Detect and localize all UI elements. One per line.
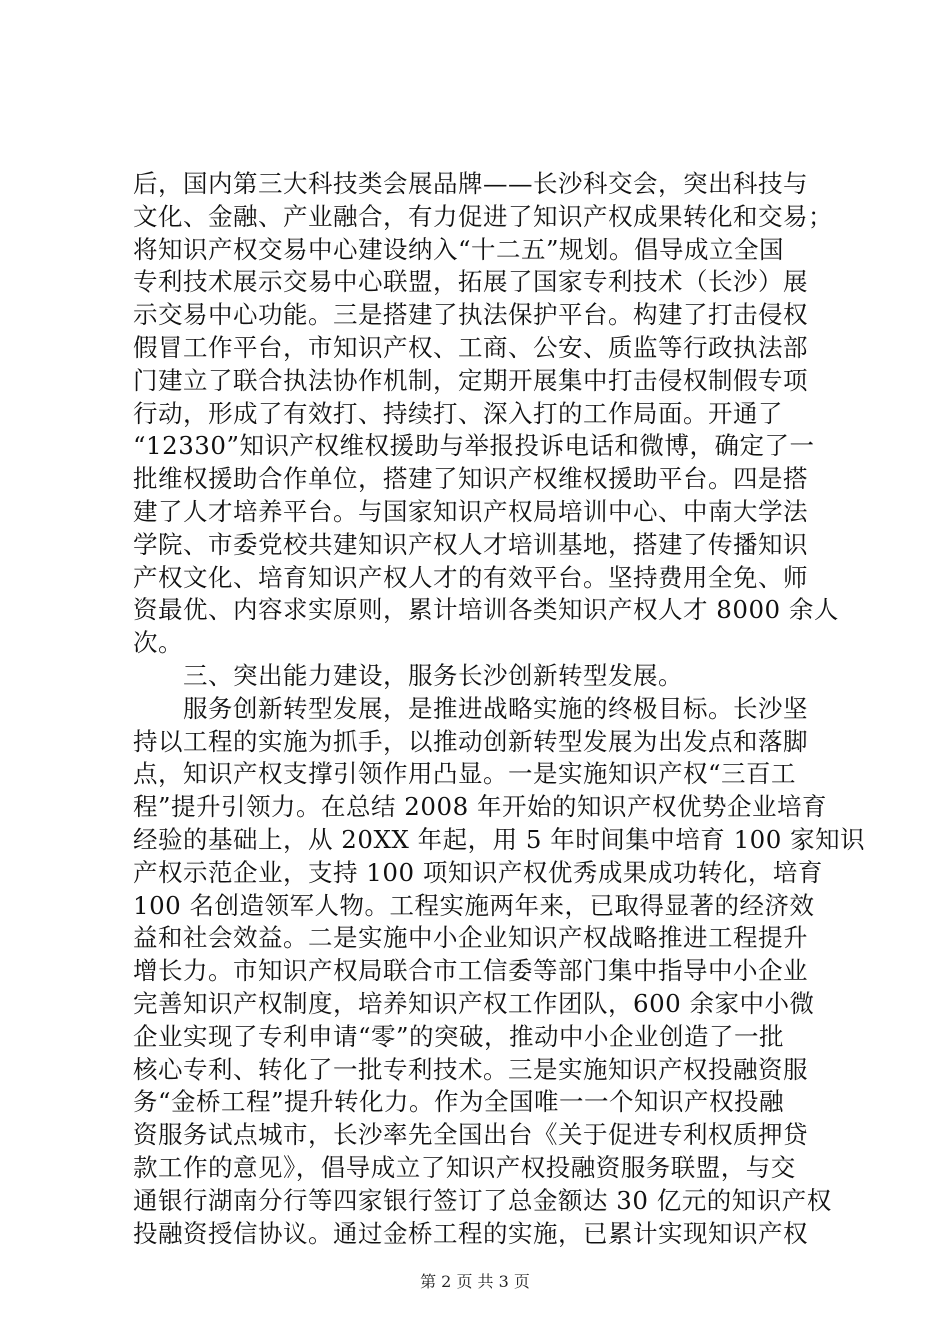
text-line: 增长力。市知识产权局联合市工信委等部门集中指导中小企业 bbox=[133, 956, 808, 986]
text-line: 门建立了联合执法协作机制，定期开展集中打击侵权制假专项 bbox=[133, 365, 808, 395]
text-line: 款工作的意见》，倡导成立了知识产权投融资服务联盟，与交 bbox=[133, 1152, 796, 1182]
text-line: 产权文化、培育知识产权人才的有效平台。坚持费用全免、师 bbox=[133, 562, 808, 592]
text-line: 专利技术展示交易中心联盟，拓展了国家专利技术（长沙）展 bbox=[133, 267, 808, 297]
text-line: 批维权援助合作单位，搭建了知识产权维权援助平台。四是搭 bbox=[133, 464, 808, 494]
text-line: 务“金桥工程”提升转化力。作为全国唯一一个知识产权投融 bbox=[133, 1087, 785, 1117]
text-line: 行动，形成了有效打、持续打、深入打的工作局面。开通了 bbox=[133, 398, 783, 428]
text-line: 核心专利、转化了一批专利技术。三是实施知识产权投融资服 bbox=[133, 1054, 808, 1084]
text-line: 资最优、内容求实原则，累计培训各类知识产权人才 8000 余人 bbox=[133, 595, 839, 625]
text-line: 建了人才培养平台。与国家知识产权局培训中心、中南大学法 bbox=[133, 496, 808, 526]
text-line: 学院、市委党校共建知识产权人才培训基地，搭建了传播知识 bbox=[133, 529, 808, 559]
text-line: 完善知识产权制度，培养知识产权工作团队，600 余家中小微 bbox=[133, 988, 815, 1018]
text-line: 将知识产权交易中心建设纳入“十二五”规划。倡导成立全国 bbox=[133, 234, 785, 264]
text-line: 持以工程的实施为抓手，以推动创新转型发展为出发点和落脚 bbox=[133, 726, 808, 756]
body-text bbox=[133, 168, 866, 1250]
text-line: 假冒工作平台，市知识产权、工商、公安、质监等行政执法部 bbox=[133, 332, 808, 362]
text-line: 程”提升引领力。在总结 2008 年开始的知识产权优势企业培育 bbox=[133, 792, 827, 822]
text-line: 益和社会效益。二是实施中小企业知识产权战略推进工程提升 bbox=[133, 923, 808, 953]
section-heading: 三、突出能力建设，服务长沙创新转型发展。 bbox=[133, 660, 683, 690]
text-line: 后，国内第三大科技类会展品牌——长沙科交会，突出科技与 bbox=[133, 169, 808, 198]
text-line: “12330”知识产权维权援助与举报投诉电话和微博，确定了一 bbox=[133, 431, 815, 461]
text-line: 点，知识产权支撑引领作用凸显。一是实施知识产权“三百工 bbox=[133, 759, 797, 789]
text-line: 示交易中心功能。三是搭建了执法保护平台。构建了打击侵权 bbox=[133, 300, 808, 330]
text-line: 服务创新转型发展，是推进战略实施的终极目标。长沙坚 bbox=[133, 693, 808, 723]
text-line: 通银行湖南分行等四家银行签订了总金额达 30 亿元的知识产权 bbox=[133, 1185, 832, 1215]
text-line: 100 名创造领军人物。工程实施两年来，已取得显著的经济效 bbox=[133, 890, 815, 920]
text-line: 企业实现了专利申请“零”的突破，推动中小企业创造了一批 bbox=[133, 1021, 785, 1051]
text-line: 资服务试点城市，长沙率先全国出台《关于促进专利权质押贷 bbox=[133, 1120, 808, 1150]
page-footer: 第 2 页 共 3 页 bbox=[420, 1272, 530, 1291]
text-line: 经验的基础上，从 20XX 年起，用 5 年时间集中培育 100 家知识 bbox=[133, 824, 866, 854]
text-line: 文化、金融、产业融合，有力促进了知识产权成果转化和交易； bbox=[133, 201, 833, 231]
text-line: 产权示范企业，支持 100 项知识产权优秀成果成功转化，培育 bbox=[133, 857, 823, 887]
text-line: 投融资授信协议。通过金桥工程的实施，已累计实现知识产权 bbox=[133, 1218, 808, 1248]
text-line: 次。 bbox=[133, 628, 183, 658]
